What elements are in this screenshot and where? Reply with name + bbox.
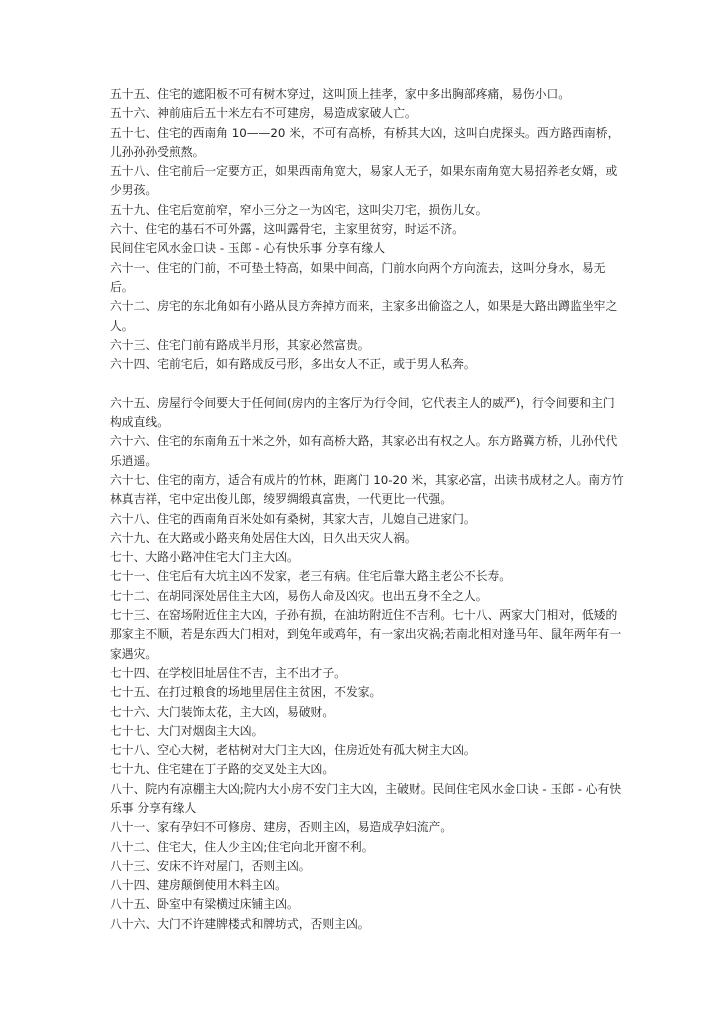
text-paragraph: 八十三、安床不许对屋门，否则主凶。 bbox=[110, 858, 311, 873]
text-paragraph: 七十七、大门对烟囱主大凶。 bbox=[110, 723, 264, 738]
text-paragraph: 六十二、房宅的东北角如有小路从艮方奔掉方而来，主家多出偷盗之人，如果是大路出蹲监坐牢之人。 bbox=[110, 299, 618, 333]
text-paragraph: 六十七、住宅的南方，适合有成片的竹林，距离门 10-20 米，其家必富，出读书成材之人。南方竹林真吉祥，宅中定出俊儿郎，绫罗绸缎真富贵，一代更比一代强。 bbox=[110, 472, 624, 507]
text-paragraph: 六十、住宅的基石不可外露，这叫露骨宅，主家里贫穷，时运不济。 bbox=[110, 222, 464, 237]
text-paragraph: 七十三、在窑场附近住主大凶，子孙有损，在油坊附近住不吉利。七十八、两家大门相对，低矮的那家主不顺，若是东西大门相对，到兔年或鸡年，有一家出灾祸;若南北相对逢马年、鼠年两年有一家遇灾。 bbox=[110, 608, 622, 661]
text-paragraph: 八十一、家有孕妇不可修房、建房，否则主凶，易造成孕妇流产。 bbox=[110, 820, 453, 835]
text-paragraph: 七十九、住宅建在丁子路的交叉处主大凶。 bbox=[110, 762, 335, 777]
text-paragraph: 五十八、住宅前后一定要方正，如果西南角宽大，易家人无子，如果东南角宽大易招养老女婿，或少男孩。 bbox=[110, 164, 618, 198]
text-paragraph: 七十四、在学校旧址居住不吉，主不出才子。 bbox=[110, 665, 346, 680]
text-paragraph: 六十四、宅前宅后，如有路成反弓形，多出女人不正，或于男人私奔。 bbox=[110, 357, 476, 372]
text-paragraph: 八十五、卧室中有梁横过床铺主凶。 bbox=[110, 897, 299, 912]
text-paragraph: 民间住宅风水金口诀 - 玉郎 - 心有快乐事 分享有缘人 bbox=[110, 241, 385, 256]
text-paragraph: 五十七、住宅的西南角 10——20 米，不可有高桥，有桥其大凶，这叫白虎探头。西方路西南桥，儿孙孙孙受煎熬。 bbox=[110, 125, 620, 159]
text-paragraph: 五十六、神前庙后五十米左右不可建房，易造成家破人亡。 bbox=[110, 106, 417, 121]
text-paragraph: 七十一、住宅后有大坑主凶不发家，老三有病。住宅后靠大路主老公不长寿。 bbox=[110, 569, 512, 584]
text-paragraph: 六十八、住宅的西南角百米处如有桑树，其家大吉，儿媳自己进家门。 bbox=[110, 511, 476, 526]
text-paragraph: 五十五、住宅的遮阳板不可有树木穿过，这叫顶上挂孝，家中多出胸部疼痛，易伤小口。 bbox=[110, 87, 571, 101]
text-paragraph: 七十五、在打过粮食的场地里居住主贫困，不发家。 bbox=[110, 685, 382, 700]
text-paragraph: 七十、大路小路冲住宅大门主大凶。 bbox=[110, 550, 299, 565]
text-paragraph: 六十一、住宅的门前，不可垫土特高，如果中间高，门前水向两个方向流去，这叫分身水，易无后。 bbox=[110, 260, 606, 294]
text-paragraph: 六十三、住宅门前有路成半月形，其家必然富贵。 bbox=[110, 337, 370, 352]
text-paragraph: 七十八、空心大树，老枯树对大门主大凶，住房近处有孤大树主大凶。 bbox=[110, 743, 476, 758]
text-paragraph: 五十九、住宅后宽前窄，窄小三分之一为凶宅，这叫尖刀宅，损伤儿女。 bbox=[110, 202, 488, 217]
text-paragraph: 八十、院内有凉棚主大凶;院内大小房不安门主大凶，主破财。民间住宅风水金口诀 - 玉郎 - 心有快乐事 分享有缘人 bbox=[110, 781, 622, 815]
text-paragraph: 八十六、大门不许建牌楼式和牌坊式，否则主凶。 bbox=[110, 916, 370, 931]
blank-line bbox=[110, 374, 624, 393]
text-paragraph: 八十二、住宅大，住人少主凶;住宅向北开窗不利。 bbox=[110, 839, 374, 854]
text-paragraph: 六十五、房屋行令间要大于任何间(房内的主客厅为行令间，它代表主人的威严)，行令间要和主门构成直线。 bbox=[110, 395, 615, 430]
text-paragraph: 六十六、住宅的东南角五十米之外，如有高桥大路，其家必出有权之人。东方路冀方桥，儿孙代代乐逍遥。 bbox=[110, 434, 618, 468]
text-paragraph: 七十二、在胡同深处居住主大凶，易伤人命及凶灾。也出五身不全之人。 bbox=[110, 588, 488, 603]
text-paragraph: 七十六、大门装饰太花，主大凶，易破财。 bbox=[110, 704, 335, 719]
text-paragraph: 六十九、在大路或小路夹角处居住大凶，日久出天灾人祸。 bbox=[110, 530, 417, 545]
text-paragraph: 八十四、建房颠倒使用木料主凶。 bbox=[110, 878, 287, 893]
